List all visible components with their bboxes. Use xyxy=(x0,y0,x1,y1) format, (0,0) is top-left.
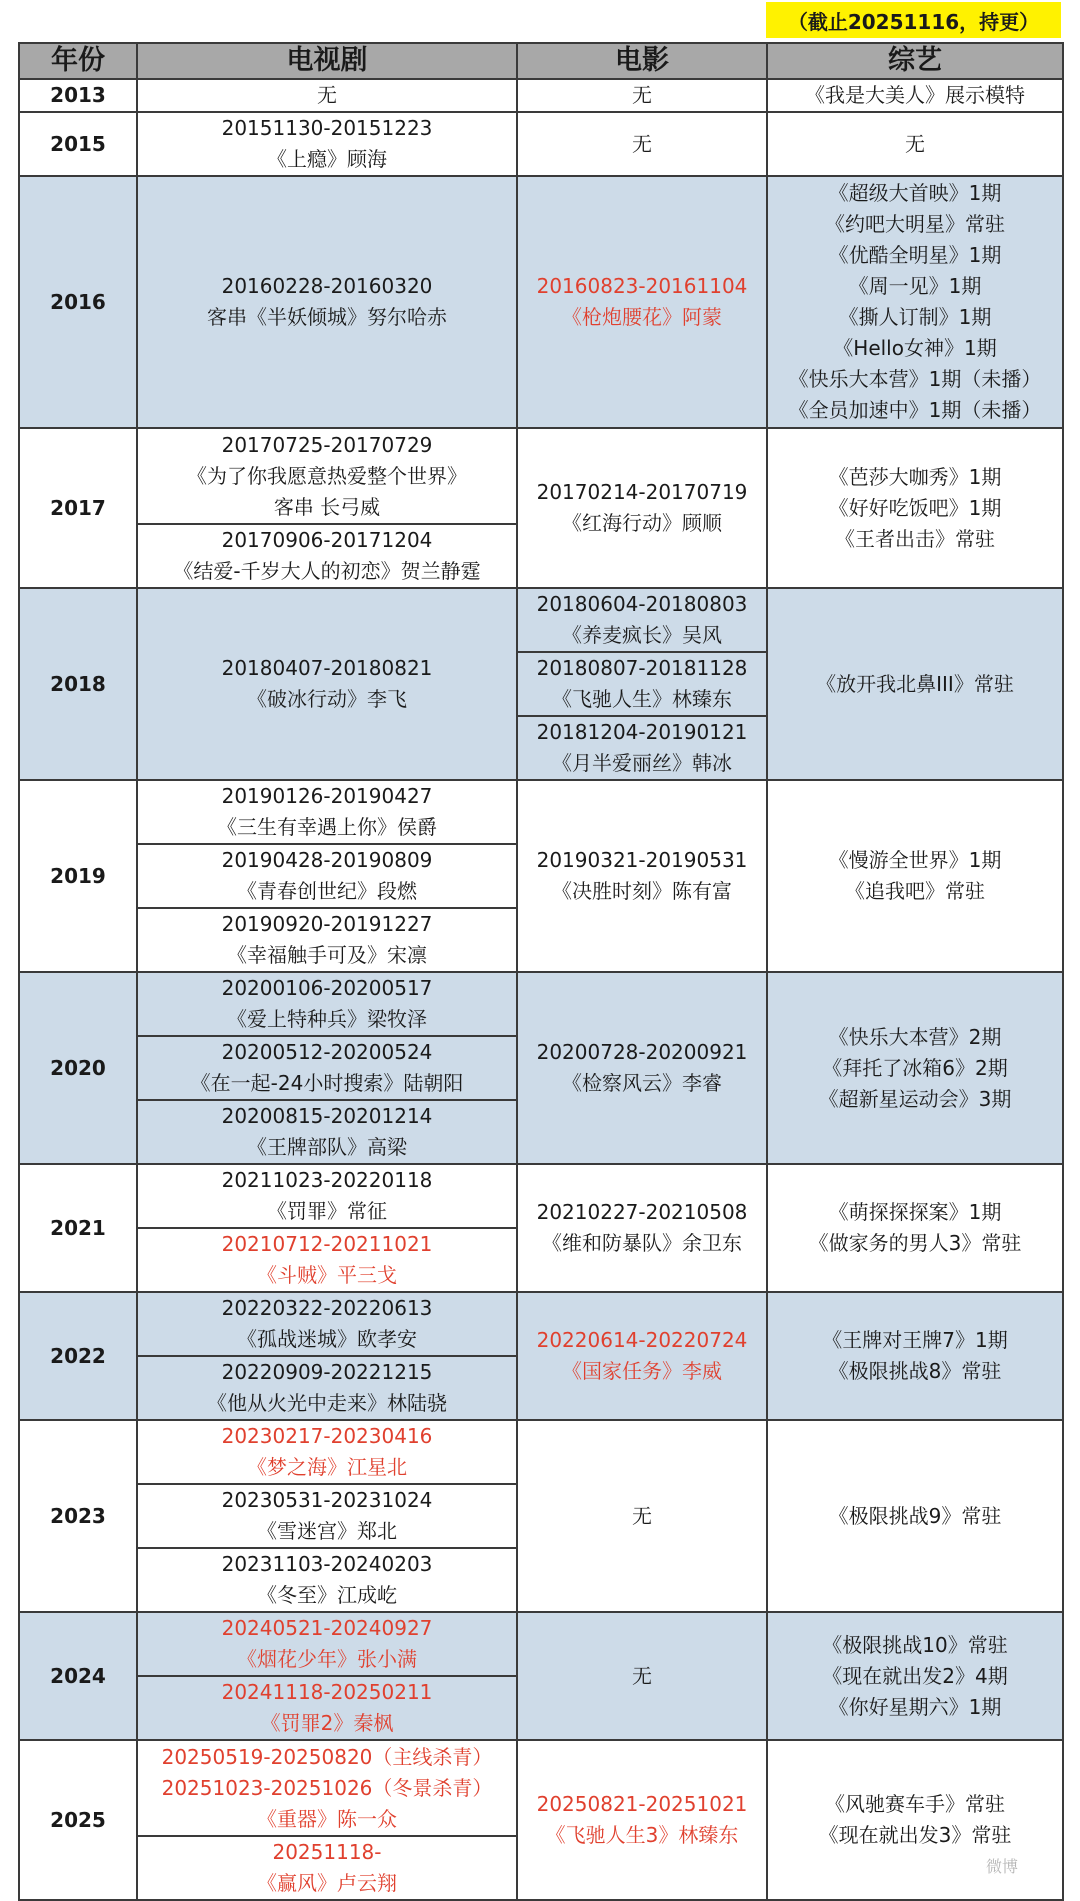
cell-line: 《结爱-千岁大人的初恋》贺兰静霆 xyxy=(173,559,481,583)
cell-line: 无 xyxy=(632,1663,652,1688)
movie-cell xyxy=(517,176,767,428)
cell-line: 《全员加速中》1期（未播） xyxy=(788,398,1042,422)
cell-line: 20220909-20221215 xyxy=(221,1360,433,1384)
cell-line: 20211023-20220118 xyxy=(221,1168,433,1192)
year-cell: 2022 xyxy=(19,1292,137,1420)
cell-line: 《超级大首映》1期 xyxy=(828,181,1002,205)
year-row-2015 xyxy=(19,112,1063,176)
variety-cell xyxy=(767,1292,1063,1420)
cell-line: 20190321-20190531 xyxy=(536,848,748,872)
movie-cell xyxy=(517,428,767,588)
cell-line: 《红海行动》顾顺 xyxy=(562,511,722,535)
cell-line: 《上瘾》顾海 xyxy=(267,147,387,171)
cell-line: 《三生有幸遇上你》侯爵 xyxy=(217,815,437,839)
cell-line: 《枪炮腰花》阿蒙 xyxy=(562,305,722,329)
cell-line: 《破冰行动》李飞 xyxy=(247,687,407,711)
cell-line: 《追我吧》常驻 xyxy=(845,879,985,903)
cell-line: 无 xyxy=(317,83,337,107)
cell-line: 《周一见》1期 xyxy=(848,274,982,298)
cell-line: 20181204-20190121 xyxy=(536,720,748,744)
cell-line: 无 xyxy=(632,131,652,156)
cell-line: 20180407-20180821 xyxy=(221,656,433,680)
cell-line: 《你好星期六》1期 xyxy=(828,1694,1002,1719)
year-row-2021 xyxy=(19,1164,1063,1228)
header-tv: 电视剧 xyxy=(137,43,517,79)
cell-line: 《在一起-24小时搜索》陆朝阳 xyxy=(190,1071,464,1095)
cell-line: 《快乐大本营》1期（未播） xyxy=(788,367,1042,391)
tv-cell xyxy=(137,1164,517,1228)
cell-line: 《现在就出发2》4期 xyxy=(822,1663,1008,1688)
movie-cell xyxy=(517,1612,767,1740)
variety-cell xyxy=(767,1420,1063,1612)
cell-line: 无 xyxy=(905,131,925,156)
cell-line: 20210227-20210508 xyxy=(536,1200,748,1224)
table-body xyxy=(19,79,1063,1900)
tv-cell xyxy=(137,1420,517,1484)
cell-line: 《放开我北鼻III》常驻 xyxy=(816,671,1014,696)
cell-line: 《重器》陈一众 xyxy=(257,1806,397,1831)
cell-line: 《好好吃饭吧》1期 xyxy=(828,495,1002,520)
cell-line: 《爱上特种兵》梁牧泽 xyxy=(227,1007,427,1031)
cell-line: 《为了你我愿意热爱整个世界》 xyxy=(187,463,467,488)
cell-line: 20231103-20240203 xyxy=(221,1552,433,1576)
cell-line: 20180807-20181128 xyxy=(536,656,748,680)
cell-line: 《萌探探探案》1期 xyxy=(828,1200,1002,1224)
cell-line: 20190428-20190809 xyxy=(221,848,433,872)
tv-cell xyxy=(137,79,517,112)
cell-line: 《优酷全明星》1期 xyxy=(828,243,1002,267)
header-row xyxy=(19,43,1063,79)
year-row-2023 xyxy=(19,1420,1063,1484)
tv-cell xyxy=(137,176,517,428)
cell-line: 《我是大美人》展示模特 xyxy=(805,83,1025,107)
cell-line: 20170214-20170719 xyxy=(536,480,748,504)
year-cell: 2017 xyxy=(19,428,137,588)
cell-line: 20190920-20191227 xyxy=(221,912,433,936)
year-cell: 2015 xyxy=(19,112,137,176)
year-cell: 2023 xyxy=(19,1420,137,1612)
movie-cell xyxy=(517,1292,767,1420)
cell-line: 《梦之海》江星北 xyxy=(247,1455,407,1479)
cell-line: 《雪迷宫》郑北 xyxy=(257,1519,397,1543)
cell-line: 《斗贼》平三戈 xyxy=(257,1263,397,1287)
cell-line: 《极限挑战8》常驻 xyxy=(828,1359,1002,1383)
variety-cell xyxy=(767,112,1063,176)
variety-cell xyxy=(767,780,1063,972)
year-row-2019 xyxy=(19,780,1063,844)
movie-cell xyxy=(517,79,767,112)
movie-cell xyxy=(517,1164,767,1292)
cell-line: 20151130-20151223 xyxy=(221,116,433,140)
tv-cell xyxy=(137,428,517,524)
cell-line: 《国家任务》李威 xyxy=(562,1359,722,1383)
cell-line: 《撕人订制》1期 xyxy=(838,305,992,329)
cell-line: 20250519-20250820（主线杀青） xyxy=(161,1744,493,1769)
cell-line: 20200815-20201214 xyxy=(221,1104,433,1128)
cell-line: 20160823-20161104 xyxy=(536,274,748,298)
cell-line: 《冬至》江成屹 xyxy=(257,1583,397,1607)
cell-line: 20230531-20231024 xyxy=(221,1488,433,1512)
tv-cell xyxy=(137,588,517,780)
cell-line: 《罚罪2》秦枫 xyxy=(260,1711,394,1735)
cell-line: 《青春创世纪》段燃 xyxy=(237,879,417,903)
cell-line: 20170725-20170729 xyxy=(221,432,433,457)
variety-cell xyxy=(767,79,1063,112)
cell-line: 20241118-20250211 xyxy=(221,1680,433,1704)
cell-line: 《孤战迷城》欧孝安 xyxy=(237,1327,417,1351)
tv-cell xyxy=(137,844,517,908)
cell-line: 《王牌对王牌7》1期 xyxy=(822,1328,1008,1352)
movie-cell xyxy=(517,972,767,1164)
cell-line: 20220614-20220724 xyxy=(536,1328,748,1352)
cell-line: 《飞驰人生》林臻东 xyxy=(552,687,732,711)
tv-cell xyxy=(137,972,517,1036)
tv-cell xyxy=(137,112,517,176)
cell-line: 《检察风云》李睿 xyxy=(562,1071,722,1095)
cell-line: 《幸福触手可及》宋凛 xyxy=(227,943,427,967)
year-row-2025 xyxy=(19,1740,1063,1836)
tv-cell xyxy=(137,780,517,844)
year-row-2016 xyxy=(19,176,1063,428)
update-note: （截止20251116，持更） xyxy=(766,2,1061,38)
cell-line: 20200728-20200921 xyxy=(536,1040,748,1064)
year-cell: 2018 xyxy=(19,588,137,780)
cell-line: 《赢风》卢云翔 xyxy=(257,1871,397,1895)
cell-line: 《拜托了冰箱6》2期 xyxy=(822,1055,1008,1080)
tv-cell xyxy=(137,1612,517,1676)
year-row-2013 xyxy=(19,79,1063,112)
movie-cell xyxy=(517,1740,767,1900)
variety-cell xyxy=(767,1164,1063,1292)
watermark: 微博 xyxy=(986,1857,1019,1876)
cell-line: 《烟花少年》张小满 xyxy=(237,1647,417,1671)
filmography-table xyxy=(18,42,1064,1901)
tv-cell xyxy=(137,1292,517,1356)
year-cell: 2019 xyxy=(19,780,137,972)
cell-line: 客串 长弓威 xyxy=(273,494,381,519)
cell-line: 20200512-20200524 xyxy=(221,1040,433,1064)
cell-line: 《约吧大明星》常驻 xyxy=(825,212,1005,236)
variety-cell xyxy=(767,176,1063,428)
year-cell: 2021 xyxy=(19,1164,137,1292)
variety-cell xyxy=(767,1740,1063,1900)
variety-cell xyxy=(767,1612,1063,1740)
year-row-2020 xyxy=(19,972,1063,1036)
tv-cell xyxy=(137,1228,517,1292)
cell-line: 《现在就出发3》常驻 xyxy=(818,1823,1012,1847)
tv-cell xyxy=(137,1484,517,1548)
cell-line: 《Hello女神》1期 xyxy=(833,336,997,360)
cell-line: 《飞驰人生3》林臻东 xyxy=(545,1823,739,1847)
cell-line: 20190126-20190427 xyxy=(221,784,433,808)
year-row-2024 xyxy=(19,1612,1063,1676)
cell-line: 《王牌部队》高梁 xyxy=(247,1135,407,1159)
tv-cell xyxy=(137,1836,517,1900)
year-cell: 2016 xyxy=(19,176,137,428)
tv-cell xyxy=(137,1548,517,1612)
cell-line: 20160228-20160320 xyxy=(221,274,433,298)
cell-line: 20200106-20200517 xyxy=(221,976,433,1000)
year-row-2018 xyxy=(19,588,1063,652)
tv-cell xyxy=(137,1676,517,1740)
header-variety: 综艺 xyxy=(767,43,1063,79)
cell-line: 《罚罪》常征 xyxy=(267,1199,387,1223)
cell-line: 《做家务的男人3》常驻 xyxy=(808,1231,1022,1255)
cell-line: 《快乐大本营》2期 xyxy=(828,1024,1002,1049)
cell-line: 《芭莎大咖秀》1期 xyxy=(828,464,1002,489)
cell-line: 《他从火光中走来》林陆骁 xyxy=(207,1391,447,1415)
cell-line: 20240521-20240927 xyxy=(221,1616,433,1640)
tv-cell xyxy=(137,1740,517,1836)
cell-line: 《超新星运动会》3期 xyxy=(818,1086,1012,1111)
cell-line: 20170906-20171204 xyxy=(221,528,433,552)
cell-line: 无 xyxy=(632,83,652,107)
cell-line: 20210712-20211021 xyxy=(221,1232,433,1256)
year-cell: 2025 xyxy=(19,1740,137,1900)
tv-cell xyxy=(137,1036,517,1100)
year-row-2022 xyxy=(19,1292,1063,1356)
variety-cell xyxy=(767,588,1063,780)
cell-line: 20251023-20251026（冬景杀青） xyxy=(161,1775,493,1800)
year-row-2017 xyxy=(19,428,1063,524)
cell-line: 20251118- xyxy=(272,1840,382,1864)
year-cell: 2024 xyxy=(19,1612,137,1740)
movie-cell xyxy=(517,652,767,716)
cell-line: 20220322-20220613 xyxy=(221,1296,433,1320)
tv-cell xyxy=(137,1100,517,1164)
cell-line: 《决胜时刻》陈有富 xyxy=(552,879,732,903)
year-cell: 2020 xyxy=(19,972,137,1164)
tv-cell xyxy=(137,908,517,972)
cell-line: 《极限挑战10》常驻 xyxy=(822,1632,1008,1657)
cell-line: 《慢游全世界》1期 xyxy=(828,848,1002,872)
cell-line: 20230217-20230416 xyxy=(221,1424,433,1448)
variety-cell xyxy=(767,972,1063,1164)
tv-cell xyxy=(137,524,517,588)
movie-cell xyxy=(517,716,767,780)
cell-line: 客串《半妖倾城》努尔哈赤 xyxy=(207,305,447,329)
cell-line: 无 xyxy=(632,1503,652,1528)
movie-cell xyxy=(517,588,767,652)
cell-line: 《月半爱丽丝》韩冰 xyxy=(552,751,732,775)
header-movie: 电影 xyxy=(517,43,767,79)
movie-cell xyxy=(517,112,767,176)
cell-line: 《风驰赛车手》常驻 xyxy=(825,1792,1005,1816)
cell-line: 《极限挑战9》常驻 xyxy=(828,1503,1002,1528)
cell-line: 《养麦疯长》吴风 xyxy=(562,623,722,647)
movie-cell xyxy=(517,780,767,972)
variety-cell xyxy=(767,428,1063,588)
tv-cell xyxy=(137,1356,517,1420)
cell-line: 《王者出击》常驻 xyxy=(835,526,995,551)
cell-line: 《维和防暴队》余卫东 xyxy=(542,1231,742,1255)
movie-cell xyxy=(517,1420,767,1612)
cell-line: 20180604-20180803 xyxy=(536,592,748,616)
header-year: 年份 xyxy=(19,43,137,79)
year-cell: 2013 xyxy=(19,79,137,112)
cell-line: 20250821-20251021 xyxy=(536,1792,748,1816)
